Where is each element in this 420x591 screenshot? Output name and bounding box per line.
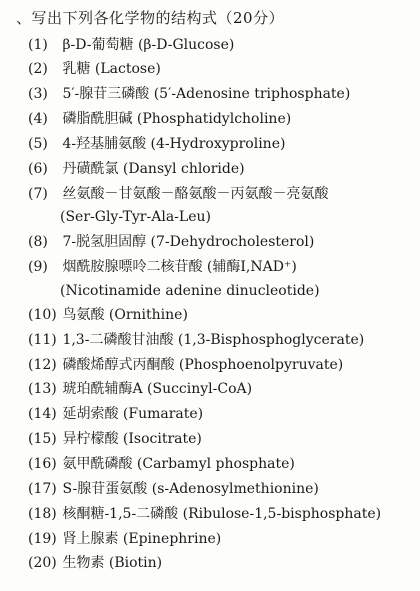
- list-item-4: [28, 110, 291, 128]
- item-number: (3): [28, 86, 48, 102]
- item-text: 1,3-二磷酸甘油酸 (1,3-Bisphosphoglycerate): [62, 332, 365, 348]
- item-text: 氨甲酰磷酸 (Carbamyl phosphate): [62, 456, 295, 472]
- item-number: (7): [28, 186, 48, 202]
- item-number: (10): [28, 307, 57, 323]
- item-number: (13): [28, 381, 57, 397]
- list-item-15: [28, 430, 202, 448]
- list-item-9: [28, 258, 297, 276]
- item-text: 鸟氨酸 (Ornithine): [62, 307, 188, 323]
- list-item-6: [28, 160, 245, 178]
- item-text: 4-羟基脯氨酸 (4-Hydroxyproline): [62, 136, 286, 152]
- item-text: 生物素 (Biotin): [62, 555, 163, 571]
- item-text: 丝氨酸－甘氨酸－酪氨酸－丙氨酸－亮氨酸: [62, 186, 329, 202]
- item-text-continuation: (Ser-Gly-Tyr-Ala-Leu): [60, 209, 211, 225]
- item-text: S-腺苷蛋氨酸 (s-Adenosylmethionine): [62, 481, 319, 497]
- item-number: (12): [28, 357, 57, 373]
- item-text: 乳糖 (Lactose): [62, 61, 161, 77]
- list-item-11: [28, 331, 364, 349]
- item-text: 肾上腺素 (Epinephrine): [62, 531, 222, 547]
- item-number: (16): [28, 456, 57, 472]
- list-item-12: [28, 356, 343, 374]
- item-number: (1): [28, 37, 48, 53]
- list-item-3: [28, 85, 350, 103]
- item-number: (8): [28, 234, 48, 250]
- list-item-5: [28, 135, 285, 153]
- item-text: 磷酸烯醇式丙酮酸 (Phosphoenolpyruvate): [62, 357, 344, 373]
- list-item-20: [28, 554, 162, 572]
- item-number: (15): [28, 431, 57, 447]
- item-number: (14): [28, 406, 57, 422]
- list-item-1: [28, 36, 234, 54]
- item-text: 异柠檬酸 (Isocitrate): [62, 431, 202, 447]
- item-number: (5): [28, 136, 48, 152]
- item-text: 琥珀酰辅酶A (Succinyl-CoA): [62, 381, 253, 397]
- list-item-13: [28, 380, 252, 398]
- item-text: 烟酰胺腺嘌呤二核苷酸 (辅酶Ⅰ,NAD⁺): [62, 259, 297, 275]
- list-item-8: [28, 233, 314, 251]
- item-text: 5′-腺苷三磷酸 (5′-Adenosine triphosphate): [62, 86, 351, 102]
- question-heading: 、写出下列各化学物的结构式（20分）: [16, 9, 285, 27]
- item-number: (4): [28, 111, 48, 127]
- list-item-14: [28, 405, 203, 423]
- item-text: 磷脂酰胆碱 (Phosphatidylcholine): [62, 111, 292, 127]
- item-number: (20): [28, 555, 57, 571]
- list-item-17: [28, 480, 319, 498]
- item-number: (9): [28, 259, 48, 275]
- list-item-16: [28, 455, 295, 473]
- item-number: (11): [28, 332, 57, 348]
- list-item-18: [28, 505, 381, 523]
- item-text: 7-脱氢胆固醇 (7-Dehydrocholesterol): [62, 234, 315, 250]
- list-item-19: [28, 530, 221, 548]
- list-item-7: [28, 185, 328, 203]
- item-number: (6): [28, 161, 48, 177]
- item-number: (17): [28, 481, 57, 497]
- item-number: (18): [28, 506, 57, 522]
- item-text: β-D-葡萄糖 (β-D-Glucose): [62, 37, 235, 53]
- list-item-2: [28, 60, 161, 78]
- list-item-10: [28, 306, 188, 324]
- item-number: (2): [28, 61, 48, 77]
- item-text-continuation: (Nicotinamide adenine dinucleotide): [60, 283, 320, 299]
- item-text: 丹磺酰氯 (Dansyl chloride): [62, 161, 245, 177]
- item-number: (19): [28, 531, 57, 547]
- item-text: 延胡索酸 (Fumarate): [62, 406, 204, 422]
- item-text: 核酮糖-1,5-二磷酸 (Ribulose-1,5-bisphosphate): [62, 506, 382, 522]
